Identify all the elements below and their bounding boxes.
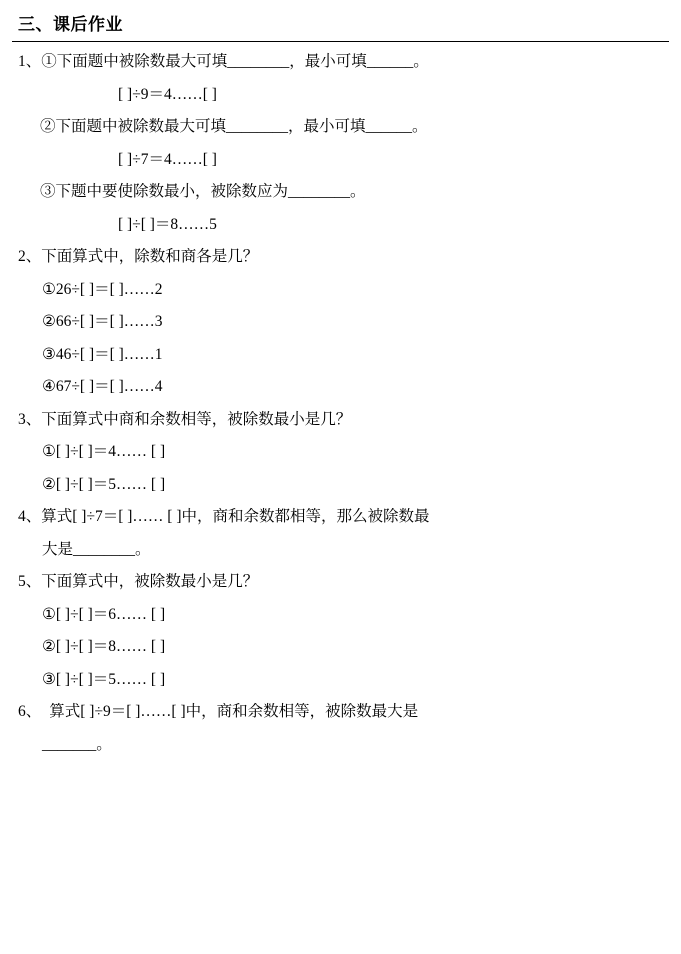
question-5-line-4: ③[ ]÷[ ]＝5…… [ ] — [42, 670, 166, 688]
question-1-line-6: [ ]÷[ ]＝8……5 — [118, 215, 217, 233]
question-3-line-3: ②[ ]÷[ ]＝5…… [ ] — [42, 475, 166, 493]
question-4 — [18, 509, 681, 557]
title-divider — [12, 41, 669, 42]
question-5-line-3: ②[ ]÷[ ]＝8…… [ ] — [42, 638, 166, 655]
question-2-line-5: ④67÷[ ]＝[ ]……4 — [42, 378, 163, 395]
question-3-label-line — [18, 412, 681, 428]
worksheet-body — [0, 54, 681, 752]
question-2-line-1: 下面算式中，除数和商各是几？ — [41, 248, 259, 265]
question-1-line-3: ②下面题中被除数最大可填________，最小可填______。 — [40, 118, 428, 135]
question-3-line-1: 下面算式中商和余数相等，被除数最小是几？ — [41, 410, 352, 428]
page-title: 三、课后作业 — [18, 15, 123, 34]
question-5 — [18, 574, 681, 687]
question-5-line-2: ①[ ]÷[ ]＝6…… [ ] — [42, 605, 166, 623]
question-6 — [18, 704, 681, 752]
question-6-line-2: _______。 — [42, 735, 112, 753]
question-6-label-line — [18, 704, 681, 720]
question-3-label: 3、 — [18, 410, 42, 428]
worksheet-page — [0, 10, 681, 954]
question-1-line-5: ③下题中要使除数最小，被除数应为________。 — [40, 183, 366, 200]
question-2-line-4: ③46÷[ ]＝[ ]……1 — [42, 345, 163, 363]
question-3 — [18, 412, 681, 493]
question-1-label-line — [18, 54, 681, 70]
question-1-label: 1、 — [18, 53, 42, 70]
question-5-label-line — [18, 574, 681, 590]
question-2-label-line — [18, 249, 681, 265]
question-1 — [18, 54, 681, 232]
question-4-line-1: 算式[ ]÷7＝[ ]…… [ ]中，商和余数都相等，那么被除数最 — [41, 508, 430, 525]
question-2-line-3: ②66÷[ ]＝[ ]……3 — [42, 313, 163, 330]
question-1-line-4: [ ]÷7＝4……[ ] — [118, 150, 217, 168]
question-2-label: 2、 — [18, 248, 42, 265]
question-4-label: 4、 — [18, 508, 42, 525]
question-5-label: 5、 — [18, 573, 42, 590]
question-5-line-1: 下面算式中，被除数最小是几？ — [41, 573, 259, 590]
question-4-line-2: 大是________。 — [42, 540, 151, 558]
question-1-line-2: [ ]÷9＝4……[ ] — [118, 85, 217, 103]
question-4-label-line — [18, 509, 681, 525]
question-2 — [18, 249, 681, 395]
question-1-line-1: ①下面题中被除数最大可填________，最小可填______。 — [41, 53, 429, 70]
question-3-line-2: ①[ ]÷[ ]＝4…… [ ] — [42, 443, 166, 460]
question-6-line-1: 算式[ ]÷9＝[ ]……[ ]中，商和余数相等，被除数最大是 — [49, 703, 419, 720]
question-2-line-2: ①26÷[ ]＝[ ]……2 — [42, 280, 163, 298]
question-6-label: 6、 — [18, 703, 42, 720]
